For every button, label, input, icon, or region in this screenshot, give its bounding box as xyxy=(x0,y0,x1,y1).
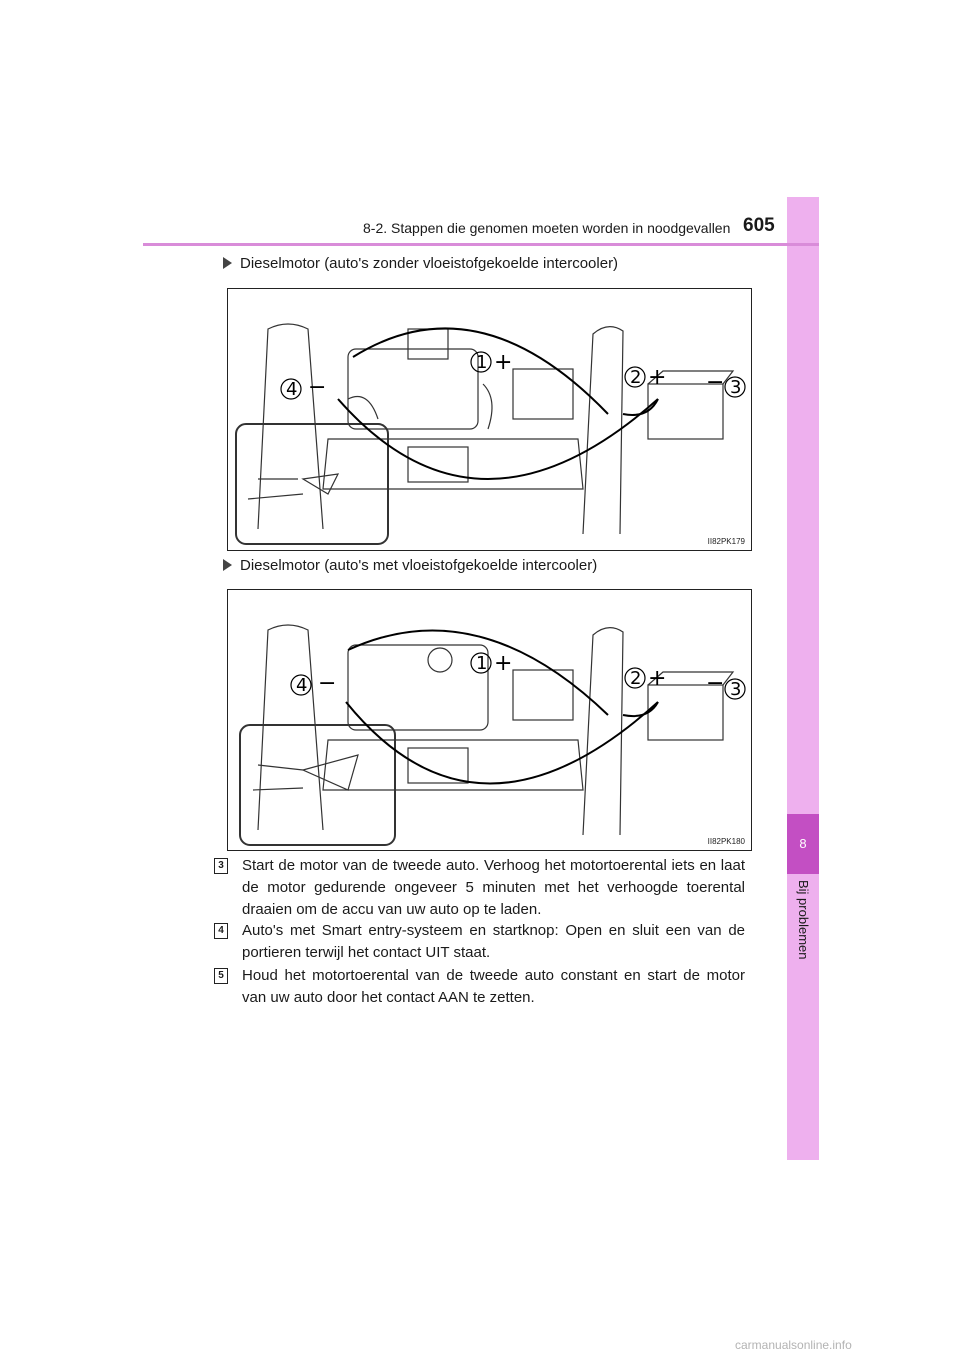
chapter-number-tab: 8 xyxy=(787,814,819,874)
callout-3: 3 xyxy=(730,679,742,700)
callout-2: 2 xyxy=(630,668,642,689)
figure-code: II82PK179 xyxy=(707,537,745,546)
bullet-triangle-icon xyxy=(223,559,232,571)
section-heading-text: Dieselmotor (auto's met vloeistofgekoelde intercooler) xyxy=(240,557,598,574)
svg-text:−: − xyxy=(308,375,327,400)
step-3 xyxy=(214,855,745,921)
engine-bay-illustration xyxy=(228,289,751,550)
chapter-side-tab xyxy=(787,197,819,1160)
step-5 xyxy=(214,965,745,1009)
step-number: 5 xyxy=(214,968,228,984)
bullet-triangle-icon xyxy=(223,257,232,269)
svg-text:−: − xyxy=(318,671,337,696)
jump-start-figure-1 xyxy=(227,288,752,551)
section-heading-1 xyxy=(223,255,618,272)
callout-1: 1 xyxy=(476,352,488,373)
chapter-label: Bij problemen xyxy=(796,880,811,960)
step-text: Start de motor van de tweede auto. Verhoog het motortoerental iets en laat de motor gedurende ongeveer 5 minuten met het verhoogde toerental draaien om de accu van uw auto op te laden. xyxy=(242,857,745,918)
svg-text:−: − xyxy=(706,671,725,696)
step-text: Auto's met Smart entry-systeem en startknop: Open en sluit een van de portieren terwijl het contact UIT staat. xyxy=(242,922,745,961)
section-heading-2 xyxy=(223,557,597,574)
callout-1: 1 xyxy=(476,653,488,674)
step-number: 4 xyxy=(214,923,228,939)
callout-3: 3 xyxy=(730,377,742,398)
jump-start-figure-2 xyxy=(227,589,752,851)
svg-text:+: + xyxy=(494,350,513,375)
section-header-title: 8-2. Stappen die genomen moeten worden in noodgevallen xyxy=(363,220,731,236)
header-rule xyxy=(143,243,819,246)
engine-bay-illustration xyxy=(228,590,751,850)
svg-text:+: + xyxy=(648,666,667,691)
step-number: 3 xyxy=(214,858,228,874)
callout-4: 4 xyxy=(286,379,298,400)
figure-code: II82PK180 xyxy=(707,837,745,846)
callout-2: 2 xyxy=(630,367,642,388)
svg-text:+: + xyxy=(648,365,667,390)
watermark: carmanualsonline.info xyxy=(735,1338,852,1352)
svg-text:−: − xyxy=(706,370,725,395)
step-4 xyxy=(214,920,745,964)
step-text: Houd het motortoerental van de tweede auto constant en start de motor van uw auto door het contact AAN te zetten. xyxy=(242,967,745,1006)
svg-text:+: + xyxy=(494,651,513,676)
section-heading-text: Dieselmotor (auto's zonder vloeistofgekoelde intercooler) xyxy=(240,255,619,272)
callout-4: 4 xyxy=(296,675,308,696)
page-number: 605 xyxy=(743,215,775,236)
